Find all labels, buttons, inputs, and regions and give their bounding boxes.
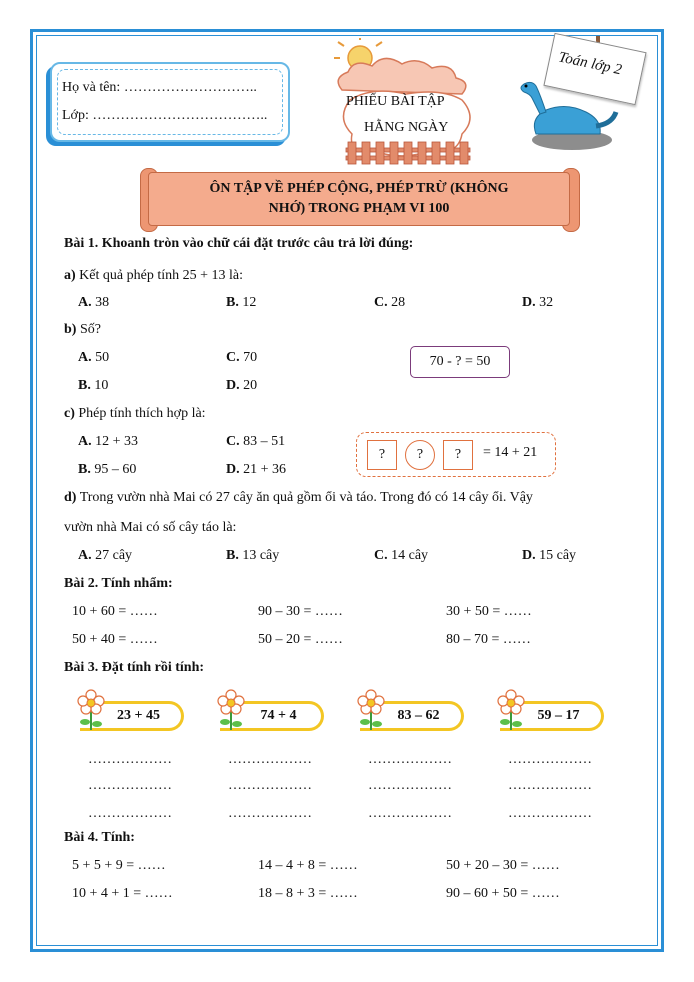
mental-math-item: 50 – 20 = …… bbox=[258, 632, 343, 647]
equation-box: 70 - ? = 50 bbox=[410, 346, 510, 378]
answer-line[interactable]: ……………… bbox=[228, 752, 312, 767]
question-a: a) Kết quả phép tính 25 + 13 là: bbox=[64, 268, 243, 283]
answer-line[interactable]: ……………… bbox=[368, 752, 452, 767]
option-c-A: A. 12 + 33 bbox=[78, 434, 139, 449]
option-b-B: B. 10 bbox=[78, 378, 109, 393]
option-b-D: D. 20 bbox=[226, 378, 258, 393]
option-b-C: C. 70 bbox=[226, 350, 258, 365]
exercise-3-title: Bài 3. Đặt tính rồi tính: bbox=[64, 660, 205, 675]
option-c-C: C. 83 – 51 bbox=[226, 434, 286, 449]
cloud-title-line2: HẰNG NGÀY bbox=[364, 120, 449, 135]
banner-line1: ÔN TẬP VỀ PHÉP CỘNG, PHÉP TRỪ (KHÔNG bbox=[209, 181, 509, 196]
blank-operator: ? bbox=[405, 440, 435, 470]
option-d-B: B. 13 cây bbox=[226, 548, 280, 563]
calc-pill-3: 83 – 62 bbox=[360, 701, 464, 731]
option-d-C: C. 14 cây bbox=[374, 548, 429, 563]
option-c-B: B. 95 – 60 bbox=[78, 462, 137, 477]
answer-line[interactable]: ……………… bbox=[228, 778, 312, 793]
calc-item: 5 + 5 + 9 = …… bbox=[72, 858, 166, 873]
calc-item: 90 – 60 + 50 = …… bbox=[446, 886, 560, 901]
answer-line[interactable]: ……………… bbox=[88, 778, 172, 793]
missing-operation-box bbox=[356, 432, 556, 477]
option-d-D: D. 15 cây bbox=[522, 548, 577, 563]
mental-math-item: 50 + 40 = …… bbox=[72, 632, 158, 647]
lesson-title-banner bbox=[148, 172, 570, 226]
calc-pill-2: 74 + 4 bbox=[220, 701, 324, 731]
student-info-box bbox=[50, 62, 290, 142]
name-field-label: Họ và tên: ……………………….. bbox=[62, 80, 257, 95]
exercise-4-title: Bài 4. Tính: bbox=[64, 830, 135, 845]
blank-number-1: ? bbox=[367, 440, 397, 470]
calc-item: 14 – 4 + 8 = …… bbox=[258, 858, 358, 873]
answer-line[interactable]: ……………… bbox=[368, 778, 452, 793]
answer-line[interactable]: ……………… bbox=[508, 752, 592, 767]
exercise-2-title: Bài 2. Tính nhẩm: bbox=[64, 576, 173, 591]
option-a-C: C. 28 bbox=[374, 295, 406, 310]
mental-math-item: 80 – 70 = …… bbox=[446, 632, 531, 647]
class-field-label: Lớp: ……………………………….. bbox=[62, 108, 268, 123]
question-c: c) Phép tính thích hợp là: bbox=[64, 406, 206, 421]
answer-line[interactable]: ……………… bbox=[508, 806, 592, 821]
banner-line2: NHỚ) TRONG PHẠM VI 100 bbox=[268, 201, 450, 216]
option-d-A: A. 27 cây bbox=[78, 548, 133, 563]
flower-icon bbox=[496, 688, 526, 732]
mental-math-item: 30 + 50 = …… bbox=[446, 604, 532, 619]
answer-line[interactable]: ……………… bbox=[88, 752, 172, 767]
question-d-line2: vườn nhà Mai có số cây táo là: bbox=[64, 520, 237, 535]
question-b: b) Số? bbox=[64, 322, 101, 337]
option-a-B: B. 12 bbox=[226, 295, 257, 310]
flower-icon bbox=[356, 688, 386, 732]
calc-item: 18 – 8 + 3 = …… bbox=[258, 886, 358, 901]
cloud-title-line1: PHIẾU BÀI TẬP bbox=[346, 94, 445, 109]
grade-sign-text: Toán lớp 2 bbox=[556, 49, 624, 79]
option-a-D: D. 32 bbox=[522, 295, 554, 310]
answer-line[interactable]: ……………… bbox=[88, 806, 172, 821]
mental-math-item: 10 + 60 = …… bbox=[72, 604, 158, 619]
calc-pill-1: 23 + 45 bbox=[80, 701, 184, 731]
answer-line[interactable]: ……………… bbox=[508, 778, 592, 793]
equation-result: = 14 + 21 bbox=[483, 445, 538, 460]
answer-line[interactable]: ……………… bbox=[228, 806, 312, 821]
mental-math-item: 90 – 30 = …… bbox=[258, 604, 343, 619]
flower-icon bbox=[216, 688, 246, 732]
calc-item: 50 + 20 – 30 = …… bbox=[446, 858, 560, 873]
blank-number-2: ? bbox=[443, 440, 473, 470]
option-b-A: A. 50 bbox=[78, 350, 110, 365]
option-c-D: D. 21 + 36 bbox=[226, 462, 287, 477]
flower-icon bbox=[76, 688, 106, 732]
exercise-1-title: Bài 1. Khoanh tròn vào chữ cái đặt trước câu trả lời đúng: bbox=[64, 236, 414, 251]
calc-item: 10 + 4 + 1 = …… bbox=[72, 886, 173, 901]
answer-line[interactable]: ……………… bbox=[368, 806, 452, 821]
question-d-line1: d) Trong vườn nhà Mai có 27 cây ăn quả gồm ổi và táo. Trong đó có 14 cây ổi. Vậy bbox=[64, 490, 533, 505]
calc-pill-4: 59 – 17 bbox=[500, 701, 604, 731]
option-a-A: A. 38 bbox=[78, 295, 110, 310]
